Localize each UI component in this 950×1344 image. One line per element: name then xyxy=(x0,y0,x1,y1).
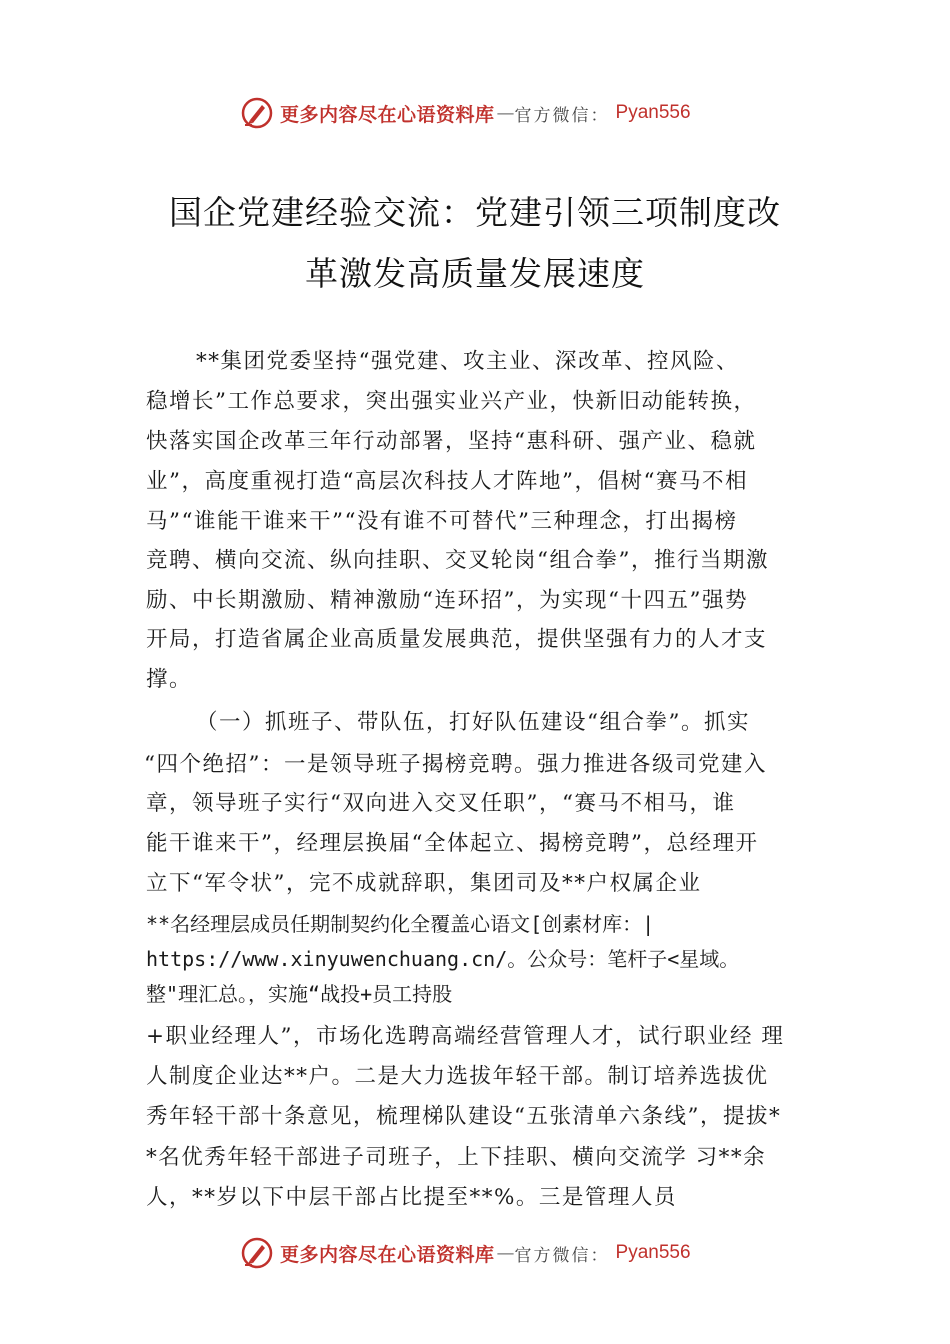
body-line: 能干谁来干”，经理层换届“全体起立、揭榜竞聘”，总经理开 xyxy=(146,831,759,856)
banner-wechat-id: Pyan556 xyxy=(615,102,691,123)
body-line: 整"理汇总。，实施“战投+员工持股 xyxy=(146,982,453,1006)
body-line: 立下“军令状”，完不成就辞职，集团司及**户权属企业 xyxy=(146,871,702,896)
body-line: 快落实国企改革三年行动部署，坚持“惠科研、强产业、稳就 xyxy=(146,429,757,454)
body-line-url: https://www.xinyuwenchuang.cn/。公众号：笔杆子<星域。 xyxy=(146,947,740,971)
document-title-line-2: 革激发高质量发展速度 xyxy=(305,254,645,293)
body-line: 人制度企业达**户。二是大力选拔年轻干部。制订培养选拔优 xyxy=(146,1064,769,1089)
body-line: +职业经理人”，市场化选聘高端经营管理人才，试行职业经 理 xyxy=(146,1024,785,1049)
document-title-line-1: 国企党建经验交流：党建引领三项制度改 xyxy=(169,193,781,232)
banner-slogan: 更多内容尽在心语资料库 xyxy=(280,1243,495,1266)
banner-separator: — xyxy=(496,102,515,124)
body-line: 马”“谁能干谁来干”“没有谁不可替代”三种理念，打出揭榜 xyxy=(146,509,738,534)
footer-watermark-banner xyxy=(0,1233,950,1273)
body-line: 竞聘、横向交流、纵向挂职、交叉轮岗“组合拳”，推行当期激 xyxy=(146,548,769,573)
banner-wechat-id: Pyan556 xyxy=(615,1242,691,1263)
pen-nib-logo-icon xyxy=(240,1236,274,1270)
body-line: 业”，高度重视打造“高层次科技人才阵地”，倡树“赛马不相 xyxy=(146,469,748,494)
section-heading: （一）抓班子、带队伍，打好队伍建设“组合拳”。抓实 xyxy=(196,710,750,735)
banner-separator: — xyxy=(496,1242,515,1264)
body-line: **名经理层成员任期制契约化全覆盖心语文[创素材库：| xyxy=(146,912,655,936)
banner-slogan: 更多内容尽在心语资料库 xyxy=(280,103,495,126)
banner-wechat-label: 官方微信： xyxy=(514,105,610,126)
body-line: 励、中长期激励、精神激励“连环招”，为实现“十四五”强势 xyxy=(146,588,748,613)
body-line: “四个绝招”：一是领导班子揭榜竞聘。强力推进各级司党建入 xyxy=(144,752,767,777)
body-line: 章，领导班子实行“双向进入交叉任职”，“赛马不相马，谁 xyxy=(146,791,736,816)
pen-nib-logo-icon xyxy=(240,96,274,130)
banner-wechat-label: 官方微信： xyxy=(514,1245,610,1266)
body-line: **集团党委坚持“强党建、攻主业、深改革、控风险、 xyxy=(196,349,739,374)
header-watermark-banner xyxy=(0,93,950,133)
body-line: 开局，打造省属企业高质量发展典范，提供坚强有力的人才支 xyxy=(146,627,768,652)
body-line: *名优秀年轻干部进子司班子，上下挂职、横向交流学 习**余 xyxy=(146,1145,767,1170)
body-line: 人，**岁以下中层干部占比提至**%。三是管理人员 xyxy=(146,1185,677,1210)
body-line: 撑。 xyxy=(146,667,193,692)
body-line: 秀年轻干部十条意见，梳理梯队建设“五张清单六条线”，提拔* xyxy=(146,1104,782,1129)
body-line: 稳增长”工作总要求，突出强实业兴产业，快新旧动能转换， xyxy=(146,389,757,414)
